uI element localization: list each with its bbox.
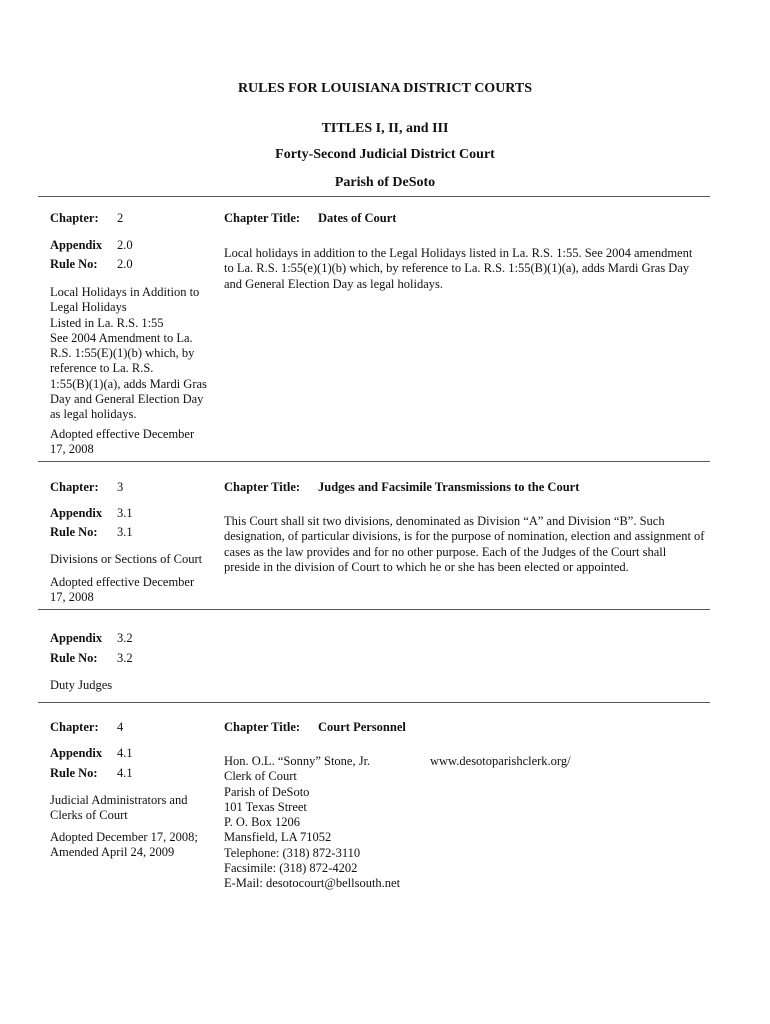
appendix-number: 3.1 <box>117 506 133 520</box>
body-line: This Court shall sit two divisions, denominated as Division “A” and Division “B”. Such <box>224 514 665 528</box>
rule-body <box>224 246 692 292</box>
contact-line: Hon. O.L. “Sonny” Stone, Jr. <box>224 754 371 768</box>
rule-no-label: Rule No: <box>50 525 98 539</box>
contact-line: Facsimile: (318) 872-4202 <box>224 861 358 876</box>
adopted-note <box>50 575 194 606</box>
adopted-line: 17, 2008 <box>50 590 94 605</box>
appendix-label: Appendix <box>50 631 103 645</box>
description-line: Local Holidays in Addition to <box>50 285 200 299</box>
description-line: reference to La. R.S. <box>50 361 154 376</box>
adopted-note <box>50 830 198 861</box>
appendix-number: 3.2 <box>117 631 133 645</box>
description-line: 1:55(B)(1)(a), adds Mardi Gras <box>50 376 207 391</box>
court-heading: Forty-Second Judicial District Court <box>275 147 495 162</box>
rule-no-label: Rule No: <box>50 766 98 780</box>
contact-line: P. O. Box 1206 <box>224 815 301 830</box>
parish-heading: Parish of DeSoto <box>334 175 436 190</box>
description-line: Divisions or Sections of Court <box>50 552 203 566</box>
appendix-label: Appendix <box>50 506 103 520</box>
chapter-title-label: Chapter Title: <box>224 720 301 734</box>
divider <box>38 196 710 197</box>
body-line: preside in the division of Court to which he or she has been elected or appointed. <box>224 559 629 574</box>
appendix-label: Appendix <box>50 238 103 252</box>
contact-line: E-Mail: desotocourt@bellsouth.net <box>224 876 401 891</box>
rule-description <box>50 285 207 423</box>
chapter-label: Chapter: <box>50 720 99 734</box>
description-line: See 2004 Amendment to La. <box>50 330 193 345</box>
body-line: cases as the law provides and for no other purpose. Each of the Judges of the Court shall <box>224 544 667 559</box>
description-line: Listed in La. R.S. 1:55 <box>50 315 164 330</box>
chapter-number: 3 <box>117 480 124 494</box>
description-line: R.S. 1:55(E)(1)(b) which, by <box>50 346 195 361</box>
chapter-label: Chapter: <box>50 211 99 225</box>
adopted-line: Amended April 24, 2009 <box>50 845 175 860</box>
chapter-title: Dates of Court <box>318 211 397 225</box>
body-line: Local holidays in addition to the Legal Holidays listed in La. R.S. 1:55. See 2004 amendment <box>224 246 693 260</box>
rule-description <box>50 552 202 567</box>
adopted-line: Adopted December 17, 2008; <box>50 830 198 844</box>
rule-number: 3.2 <box>117 651 133 665</box>
contact-line: 101 Texas Street <box>224 799 307 814</box>
chapter-title: Court Personnel <box>318 720 406 734</box>
description-line: Day and General Election Day <box>50 392 204 407</box>
divider <box>38 702 710 703</box>
body-line: and General Election Day as legal holidays. <box>224 276 444 291</box>
rule-number: 2.0 <box>117 257 133 271</box>
body-line: designation, of particular divisions, is for the purpose of nomination, election and assignment of <box>224 529 705 544</box>
adopted-note <box>50 427 194 458</box>
description-line: Clerks of Court <box>50 808 128 823</box>
chapter-number: 4 <box>117 720 124 734</box>
rule-number: 3.1 <box>117 525 133 539</box>
divider <box>38 461 710 462</box>
rule-description <box>50 678 112 693</box>
contact-line: Telephone: (318) 872-3110 <box>224 845 361 860</box>
description-line: as legal holidays. <box>50 407 137 422</box>
rule-body <box>224 514 704 575</box>
adopted-line: Adopted effective December <box>50 575 195 589</box>
appendix-label: Appendix <box>50 746 103 760</box>
appendix-number: 2.0 <box>117 238 133 252</box>
chapter-title: Judges and Facsimile Transmissions to the Court <box>318 480 580 494</box>
rule-no-label: Rule No: <box>50 651 98 665</box>
contact-line: Clerk of Court <box>224 769 297 784</box>
rule-no-label: Rule No: <box>50 257 98 271</box>
chapter-number: 2 <box>117 211 124 225</box>
description-line: Duty Judges <box>50 678 113 692</box>
rule-description <box>50 793 187 824</box>
chapter-label: Chapter: <box>50 480 99 494</box>
titles-heading: TITLES I, II, and III <box>321 121 449 136</box>
rule-number: 4.1 <box>117 766 133 780</box>
clerk-website-link[interactable]: www.desotoparishclerk.org/ <box>430 754 571 768</box>
clerk-contact <box>224 754 400 892</box>
adopted-line: Adopted effective December <box>50 427 195 441</box>
document-title: RULES FOR LOUISIANA DISTRICT COURTS <box>237 81 533 96</box>
contact-line: Parish of DeSoto <box>224 784 310 799</box>
appendix-number: 4.1 <box>117 746 133 760</box>
body-line: to La. R.S. 1:55(e)(1)(b) which, by reference to La. R.S. 1:55(B)(1)(a), adds Mardi Gras Day <box>224 261 690 276</box>
description-line: Judicial Administrators and <box>50 793 188 807</box>
contact-line: Mansfield, LA 71052 <box>224 830 332 845</box>
chapter-title-label: Chapter Title: <box>224 211 301 225</box>
divider <box>38 609 710 610</box>
chapter-title-label: Chapter Title: <box>224 480 301 494</box>
adopted-line: 17, 2008 <box>50 442 94 457</box>
description-line: Legal Holidays <box>50 300 127 315</box>
